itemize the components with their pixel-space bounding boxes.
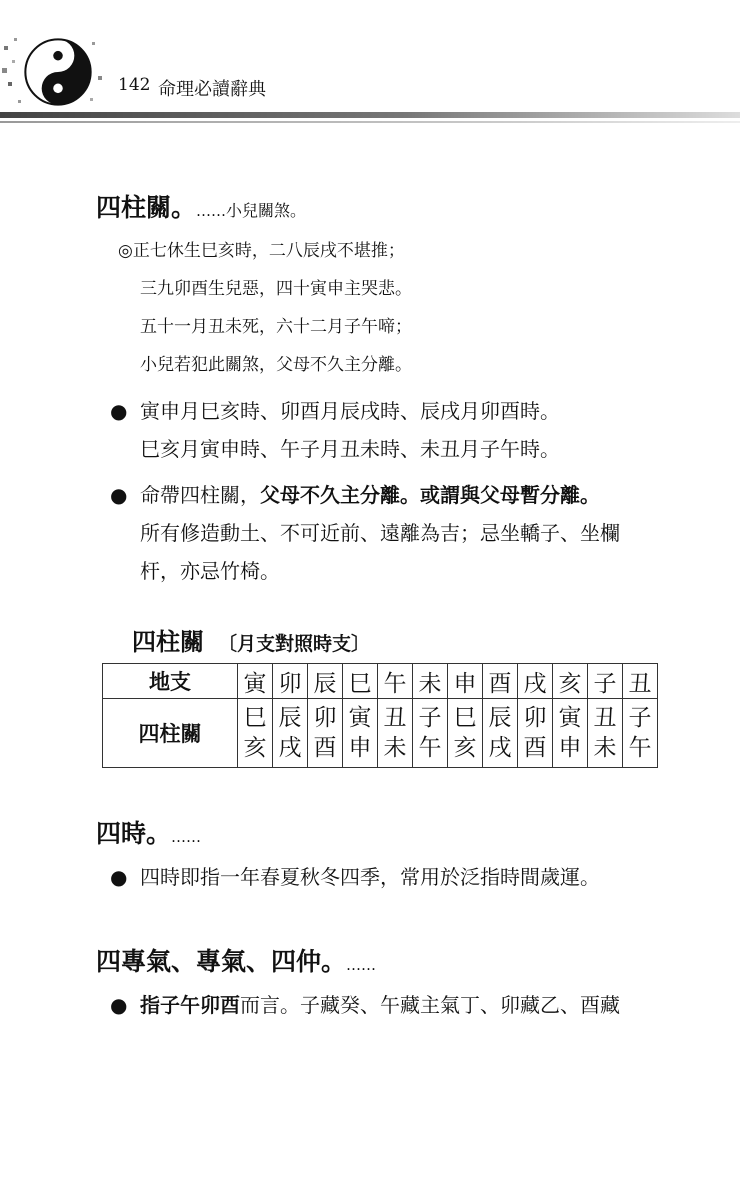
cell-bottom: 亥 <box>453 735 477 761</box>
verse-line: 小兒若犯此關煞，父母不久主分離。 <box>140 355 412 375</box>
cell-top: 丑 <box>593 705 617 731</box>
bullet-bold-text: 指子午卯酉 <box>140 993 240 1017</box>
table-cell <box>448 699 483 768</box>
cell-top: 子 <box>628 705 652 731</box>
cell-bottom: 酉 <box>313 735 337 761</box>
bullet-icon: ● <box>110 399 128 423</box>
table-cell: 未 <box>413 664 448 699</box>
bullet-icon: ● <box>110 483 128 507</box>
verse-block <box>118 232 706 384</box>
cell-top: 寅 <box>558 705 582 731</box>
bullet-text: 四時即指一年春夏秋冬四季，常用於泛指時間歲運。 <box>140 865 600 889</box>
page-number: 142 <box>118 75 151 95</box>
cell-bottom: 未 <box>593 735 617 761</box>
bullet-icon: ● <box>110 993 128 1017</box>
cell-bottom: 申 <box>348 735 372 761</box>
table-cell: 寅 <box>238 664 273 699</box>
cell-top: 巳 <box>243 705 267 731</box>
table-cell: 酉 <box>483 664 518 699</box>
table-cell <box>413 699 448 768</box>
bullet-paragraph <box>96 392 706 468</box>
bullet-text-cont: 杆，亦忌竹椅。 <box>140 559 280 583</box>
header-rule <box>0 112 740 118</box>
bullet-text-cont: 所有修造動土、不可近前、遠離為吉；忌坐轎子、坐欄 <box>140 521 620 545</box>
cell-top: 寅 <box>348 705 372 731</box>
bullet-text: 寅申月巳亥時、卯酉月辰戌時、辰戌月卯酉時。 <box>140 399 560 423</box>
verse-line: ◎正七休生巳亥時，二八辰戌不堪推； <box>118 241 405 261</box>
table-cell <box>238 699 273 768</box>
verse-line: 三九卯酉生兒惡，四十寅申主哭悲。 <box>140 279 412 299</box>
bullet-bold-text: 父母不久主分離。或謂與父母暫分離。 <box>260 483 600 507</box>
table-cell: 巳 <box>343 664 378 699</box>
cell-bottom: 戌 <box>488 735 512 761</box>
cell-bottom: 午 <box>418 735 442 761</box>
table-cell <box>343 699 378 768</box>
table-cell: 丑 <box>623 664 658 699</box>
cell-bottom: 未 <box>383 735 407 761</box>
cell-top: 丑 <box>383 705 407 731</box>
table-cell: 午 <box>378 664 413 699</box>
bullet-text-cont: 巳亥月寅申時、午子月丑未時、未丑月子午時。 <box>140 437 560 461</box>
cell-top: 巳 <box>453 705 477 731</box>
table-cell <box>553 699 588 768</box>
row-label: 地支 <box>103 664 238 699</box>
cell-bottom: 酉 <box>523 735 547 761</box>
cell-top: 辰 <box>278 705 302 731</box>
table-cell: 戌 <box>518 664 553 699</box>
table-cell: 亥 <box>553 664 588 699</box>
table-cell: 卯 <box>273 664 308 699</box>
table-cell <box>273 699 308 768</box>
page-header <box>0 0 740 130</box>
verse-line: 五十一月丑未死，六十二月子午啼； <box>140 317 412 337</box>
entry-heading-sizhuanqi: 四專氣、專氣、四仲。…… <box>96 947 377 976</box>
table-cell: 辰 <box>308 664 343 699</box>
cell-bottom: 戌 <box>278 735 302 761</box>
yin-yang-icon <box>24 38 92 106</box>
table-cell: 申 <box>448 664 483 699</box>
row-label: 四柱關 <box>103 699 238 768</box>
cell-top: 子 <box>418 705 442 731</box>
table-cell: 子 <box>588 664 623 699</box>
table-row <box>103 664 658 699</box>
bullet-icon: ● <box>110 865 128 889</box>
entry-heading-sizhuguan: 四柱關。……小兒關煞。 <box>96 193 307 222</box>
book-title: 命理必讀辭典 <box>158 79 266 100</box>
table-cell <box>308 699 343 768</box>
cell-bottom: 申 <box>558 735 582 761</box>
table-cell <box>378 699 413 768</box>
table-cell <box>518 699 553 768</box>
table-title: 四柱關 〔月支對照時支〕 <box>132 628 371 656</box>
cell-top: 卯 <box>313 705 337 731</box>
cell-bottom: 午 <box>628 735 652 761</box>
entry-heading-sishi: 四時。…… <box>96 819 202 848</box>
table-cell <box>588 699 623 768</box>
cell-top: 卯 <box>523 705 547 731</box>
header-rule-thin <box>0 121 740 123</box>
bullet-paragraph <box>96 986 706 1024</box>
table-cell <box>623 699 658 768</box>
sizhuguan-table <box>102 663 658 768</box>
page-content <box>96 188 706 1024</box>
table-row <box>103 699 658 768</box>
cell-top: 辰 <box>488 705 512 731</box>
bullet-paragraph <box>96 858 706 896</box>
bullet-text: 命帶四柱關， <box>140 483 260 507</box>
bullet-paragraph <box>96 476 706 590</box>
cell-bottom: 亥 <box>243 735 267 761</box>
table-cell <box>483 699 518 768</box>
bullet-text: 而言。子藏癸、午藏主氣丁、卯藏乙、酉藏 <box>240 993 620 1017</box>
